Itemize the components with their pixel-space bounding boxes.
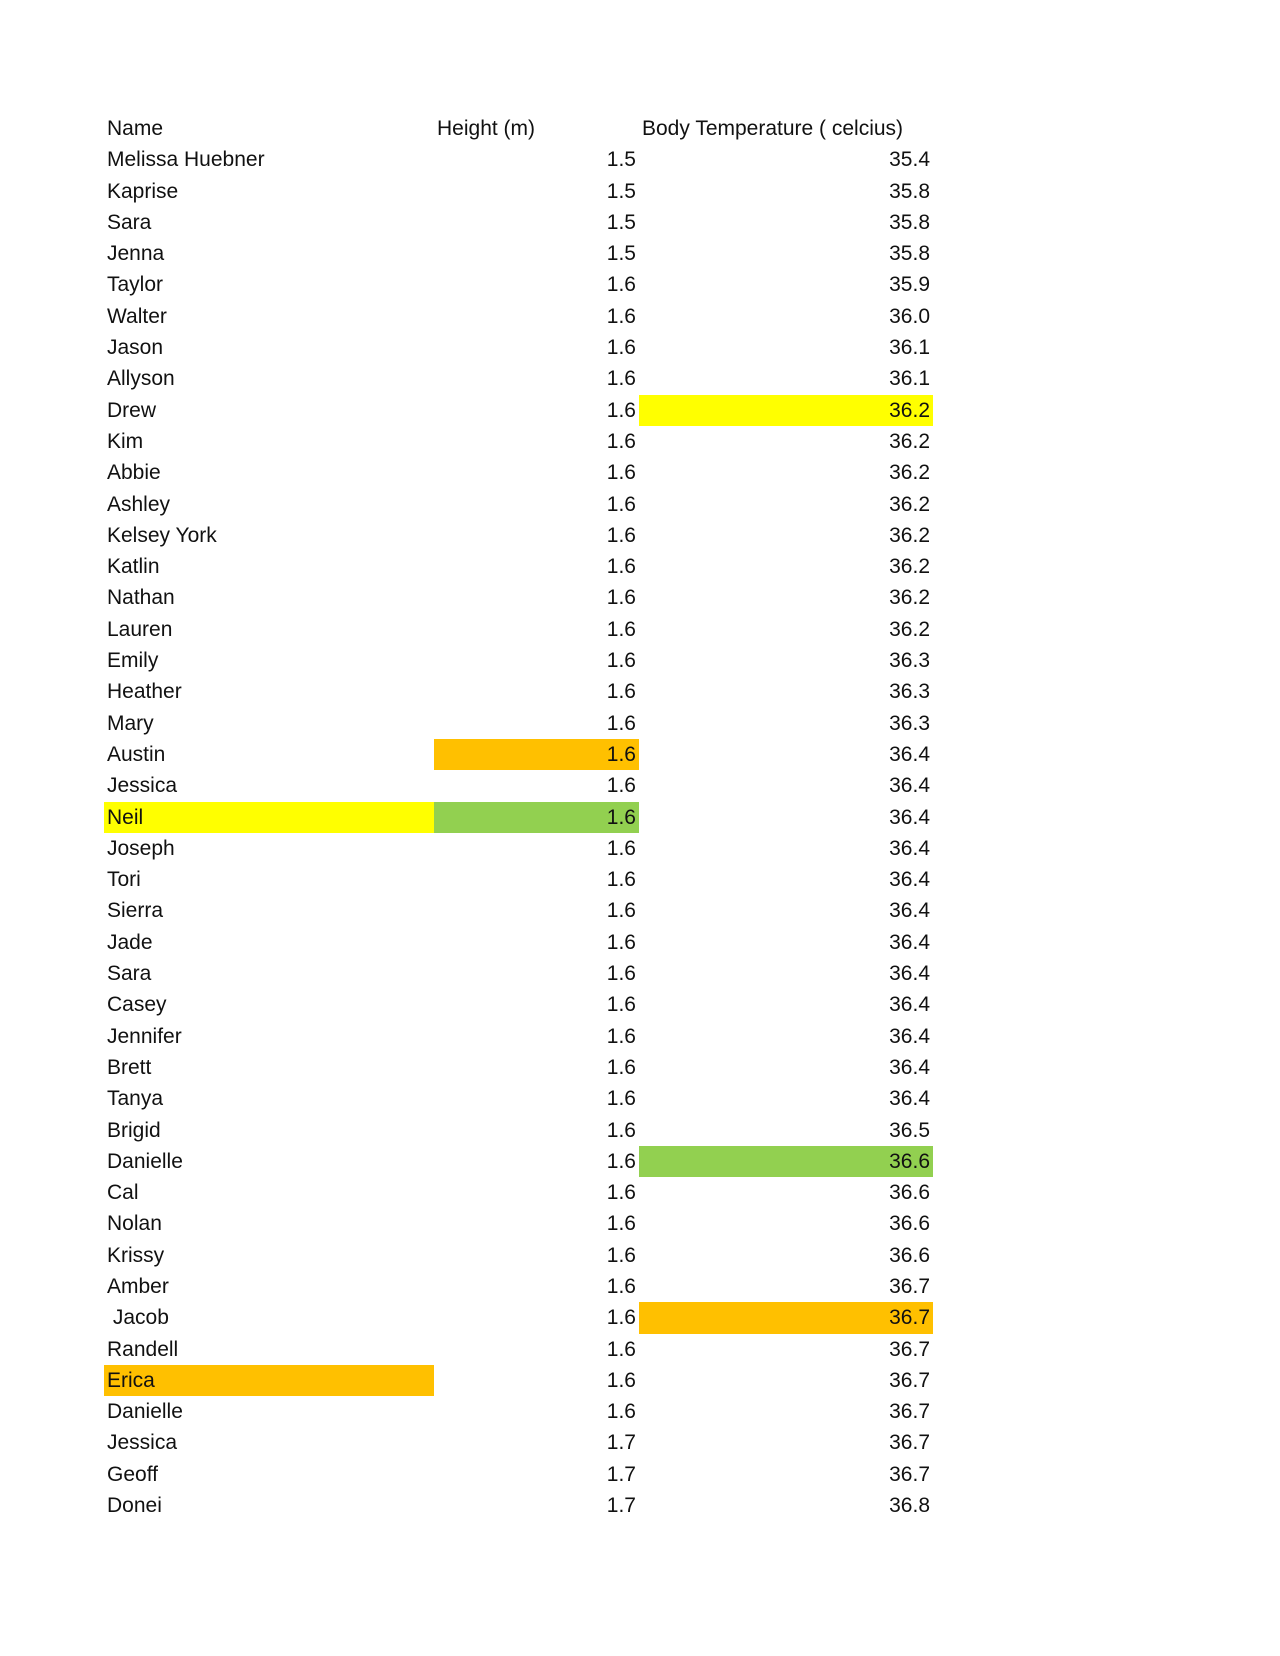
table-body — [104, 144, 934, 1521]
table-row — [104, 144, 934, 175]
table-row — [104, 1240, 934, 1271]
height-cell[interactable]: 1.6 — [606, 1087, 636, 1111]
table-row — [104, 489, 934, 520]
temperature-cell[interactable]: 36.7 — [889, 1431, 930, 1455]
height-cell[interactable]: 1.6 — [606, 461, 636, 485]
temperature-cell[interactable]: 36.5 — [889, 1118, 930, 1142]
table-row — [104, 1396, 934, 1427]
temperature-cell[interactable]: 36.1 — [889, 367, 930, 391]
name-cell[interactable]: Joseph — [107, 836, 175, 860]
temperature-cell[interactable]: 36.2 — [889, 523, 930, 547]
temperature-cell[interactable]: 36.4 — [889, 742, 930, 766]
height-cell[interactable]: 1.6 — [606, 523, 636, 547]
table-row — [104, 864, 934, 895]
table-row — [104, 551, 934, 582]
temperature-cell[interactable]: 35.4 — [889, 148, 930, 172]
name-cell[interactable]: Tori — [107, 868, 141, 892]
temperature-cell[interactable]: 36.7 — [889, 1462, 930, 1486]
name-cell[interactable]: Brigid — [107, 1118, 161, 1142]
table-row — [104, 1115, 934, 1146]
name-cell[interactable]: Walter — [107, 304, 167, 328]
name-cell[interactable]: Kelsey York — [107, 523, 217, 547]
height-cell[interactable]: 1.6 — [606, 649, 636, 673]
temperature-cell[interactable]: 36.7 — [889, 1368, 930, 1392]
name-cell[interactable]: Austin — [107, 742, 166, 766]
table-row — [104, 1208, 934, 1239]
temperature-cell[interactable]: 36.1 — [889, 336, 930, 360]
temperature-cell[interactable]: 36.4 — [889, 1024, 930, 1048]
table-row — [104, 1052, 934, 1083]
table-row — [104, 802, 934, 833]
temperature-cell[interactable]: 36.7 — [889, 1400, 930, 1424]
name-cell[interactable]: Jessica — [107, 774, 178, 798]
temperature-cell[interactable]: 36.4 — [889, 774, 930, 798]
table-row — [104, 1302, 934, 1333]
table-row — [104, 332, 934, 363]
temperature-cell[interactable]: 36.3 — [889, 711, 930, 735]
height-cell[interactable]: 1.6 — [606, 1243, 636, 1267]
height-cell[interactable]: 1.6 — [606, 273, 636, 297]
name-cell[interactable]: Jade — [107, 930, 153, 954]
temperature-cell[interactable]: 36.4 — [889, 1055, 930, 1079]
name-cell[interactable]: Randell — [107, 1337, 179, 1361]
height-cell[interactable]: 1.6 — [606, 899, 636, 923]
table-row — [104, 363, 934, 394]
height-cell[interactable]: 1.6 — [606, 1306, 636, 1330]
table-row — [104, 1177, 934, 1208]
temperature-cell[interactable]: 36.7 — [889, 1274, 930, 1298]
name-cell[interactable]: Katlin — [107, 555, 160, 579]
name-cell[interactable]: Sierra — [107, 899, 164, 923]
height-cell[interactable]: 1.6 — [606, 836, 636, 860]
temperature-cell[interactable]: 36.7 — [639, 1302, 933, 1333]
name-cell[interactable]: Jason — [107, 336, 164, 360]
height-cell[interactable]: 1.5 — [606, 210, 636, 234]
table-row — [104, 176, 934, 207]
height-cell[interactable]: 1.5 — [606, 242, 636, 266]
table-row — [104, 1146, 934, 1177]
name-cell[interactable]: Kaprise — [107, 179, 179, 203]
height-cell[interactable]: 1.6 — [606, 617, 636, 641]
height-cell[interactable]: 1.6 — [606, 304, 636, 328]
height-cell[interactable]: 1.6 — [606, 1400, 636, 1424]
table-row — [104, 739, 934, 770]
height-cell[interactable]: 1.5 — [606, 179, 636, 203]
table-row — [104, 457, 934, 488]
temperature-cell[interactable]: 36.4 — [889, 836, 930, 860]
height-cell[interactable]: 1.6 — [606, 711, 636, 735]
temperature-cell[interactable]: 36.3 — [889, 649, 930, 673]
name-cell[interactable]: Jacob — [107, 1306, 169, 1330]
name-cell[interactable]: Amber — [107, 1274, 169, 1298]
height-cell[interactable]: 1.6 — [606, 1149, 636, 1173]
name-cell[interactable]: Danielle — [107, 1400, 183, 1424]
height-cell[interactable]: 1.6 — [606, 1368, 636, 1392]
table-row — [104, 770, 934, 801]
temperature-cell[interactable]: 36.4 — [889, 868, 930, 892]
name-cell[interactable]: Jennifer — [107, 1024, 182, 1048]
temperature-cell[interactable]: 36.2 — [889, 492, 930, 516]
height-cell[interactable]: 1.6 — [606, 1181, 636, 1205]
table-row — [104, 708, 934, 739]
temperature-cell[interactable]: 36.2 — [639, 395, 933, 426]
height-cell[interactable]: 1.6 — [606, 1337, 636, 1361]
temperature-cell[interactable]: 36.4 — [889, 962, 930, 986]
name-cell[interactable]: Emily — [107, 649, 159, 673]
name-cell[interactable]: Erica — [104, 1365, 434, 1396]
height-cell[interactable]: 1.6 — [606, 993, 636, 1017]
table-row — [104, 895, 934, 926]
table-row — [104, 645, 934, 676]
temperature-cell[interactable]: 36.2 — [889, 617, 930, 641]
height-cell[interactable]: 1.6 — [606, 1212, 636, 1236]
table-row — [104, 1271, 934, 1302]
name-cell[interactable]: Abbie — [107, 461, 161, 485]
table-row — [104, 676, 934, 707]
name-cell[interactable]: Casey — [107, 993, 167, 1017]
name-cell[interactable]: Sara — [107, 962, 152, 986]
height-cell[interactable]: 1.6 — [606, 367, 636, 391]
table-row — [104, 207, 934, 238]
temperature-cell[interactable]: 35.9 — [889, 273, 930, 297]
table-row — [104, 426, 934, 457]
table-row — [104, 1490, 934, 1521]
temperature-cell[interactable]: 36.6 — [639, 1146, 933, 1177]
height-cell[interactable]: 1.6 — [606, 1118, 636, 1142]
temperature-cell[interactable]: 36.8 — [889, 1494, 930, 1518]
height-cell[interactable]: 1.6 — [606, 930, 636, 954]
height-cell[interactable]: 1.7 — [606, 1494, 636, 1518]
table-row — [104, 1365, 934, 1396]
name-cell[interactable]: Melissa Huebner — [107, 148, 265, 172]
name-cell[interactable]: Nathan — [107, 586, 175, 610]
table-row — [104, 269, 934, 300]
table-row — [104, 1021, 934, 1052]
spreadsheet-table — [104, 113, 934, 1521]
temperature-cell[interactable]: 36.3 — [889, 680, 930, 704]
table-row — [104, 520, 934, 551]
height-cell[interactable]: 1.6 — [606, 492, 636, 516]
header-row — [104, 113, 934, 144]
temperature-cell[interactable]: 36.2 — [889, 586, 930, 610]
height-cell[interactable]: 1.6 — [606, 336, 636, 360]
height-cell[interactable]: 1.6 — [606, 429, 636, 453]
name-cell[interactable]: Allyson — [107, 367, 175, 391]
height-cell[interactable]: 1.6 — [434, 802, 639, 833]
height-cell[interactable]: 1.6 — [606, 774, 636, 798]
temperature-cell[interactable]: 35.8 — [889, 242, 930, 266]
temperature-cell[interactable]: 36.2 — [889, 555, 930, 579]
name-cell[interactable]: Cal — [107, 1181, 139, 1205]
height-cell[interactable]: 1.5 — [606, 148, 636, 172]
temperature-cell[interactable]: 36.2 — [889, 429, 930, 453]
name-cell[interactable]: Jenna — [107, 242, 165, 266]
table-row — [104, 833, 934, 864]
temperature-cell[interactable]: 36.2 — [889, 461, 930, 485]
table-row — [104, 1459, 934, 1490]
table-row — [104, 582, 934, 613]
name-cell[interactable]: Sara — [107, 210, 152, 234]
height-cell[interactable]: 1.7 — [606, 1462, 636, 1486]
name-cell[interactable]: Nolan — [107, 1212, 162, 1236]
table-row — [104, 958, 934, 989]
temperature-cell[interactable]: 35.8 — [889, 210, 930, 234]
temperature-cell[interactable]: 36.6 — [889, 1243, 930, 1267]
header-name[interactable]: Name — [107, 117, 164, 140]
table-row — [104, 395, 934, 426]
header-temperature[interactable]: Body Temperature ( celcius) — [642, 117, 904, 140]
name-cell[interactable]: Ashley — [107, 492, 171, 516]
table-row — [104, 238, 934, 269]
name-cell[interactable]: Taylor — [107, 273, 164, 297]
table-row — [104, 301, 934, 332]
height-cell[interactable]: 1.6 — [606, 962, 636, 986]
table-row — [104, 989, 934, 1020]
temperature-cell[interactable]: 36.4 — [889, 899, 930, 923]
height-cell[interactable]: 1.6 — [606, 586, 636, 610]
name-cell[interactable]: Mary — [107, 711, 154, 735]
table-row — [104, 1334, 934, 1365]
height-cell[interactable]: 1.6 — [606, 555, 636, 579]
height-cell[interactable]: 1.7 — [606, 1431, 636, 1455]
name-cell[interactable]: Neil — [104, 802, 434, 833]
name-cell[interactable]: Brett — [107, 1055, 152, 1079]
temperature-cell[interactable]: 35.8 — [889, 179, 930, 203]
name-cell[interactable]: Jessica — [107, 1431, 178, 1455]
height-cell[interactable]: 1.6 — [606, 1024, 636, 1048]
name-cell[interactable]: Heather — [107, 680, 182, 704]
height-cell[interactable]: 1.6 — [606, 680, 636, 704]
name-cell[interactable]: Kim — [107, 429, 144, 453]
name-cell[interactable]: Geoff — [107, 1462, 158, 1486]
height-cell[interactable]: 1.6 — [606, 868, 636, 892]
name-cell[interactable]: Donei — [107, 1494, 162, 1518]
temperature-cell[interactable]: 36.4 — [889, 993, 930, 1017]
temperature-cell[interactable]: 36.4 — [889, 805, 930, 829]
height-cell[interactable]: 1.6 — [434, 739, 639, 770]
name-cell[interactable]: Krissy — [107, 1243, 165, 1267]
temperature-cell[interactable]: 36.4 — [889, 1087, 930, 1111]
name-cell[interactable]: Danielle — [107, 1149, 183, 1173]
temperature-cell[interactable]: 36.0 — [889, 304, 930, 328]
height-cell[interactable]: 1.6 — [606, 1274, 636, 1298]
temperature-cell[interactable]: 36.6 — [889, 1181, 930, 1205]
header-height[interactable]: Height (m) — [437, 117, 536, 140]
temperature-cell[interactable]: 36.7 — [889, 1337, 930, 1361]
table-row — [104, 927, 934, 958]
temperature-cell[interactable]: 36.4 — [889, 930, 930, 954]
name-cell[interactable]: Lauren — [107, 617, 173, 641]
name-cell[interactable]: Tanya — [107, 1087, 164, 1111]
table-row — [104, 1083, 934, 1114]
height-cell[interactable]: 1.6 — [606, 1055, 636, 1079]
table-row — [104, 1427, 934, 1458]
name-cell[interactable]: Drew — [107, 398, 157, 422]
temperature-cell[interactable]: 36.6 — [889, 1212, 930, 1236]
height-cell[interactable]: 1.6 — [606, 398, 636, 422]
table-row — [104, 614, 934, 645]
